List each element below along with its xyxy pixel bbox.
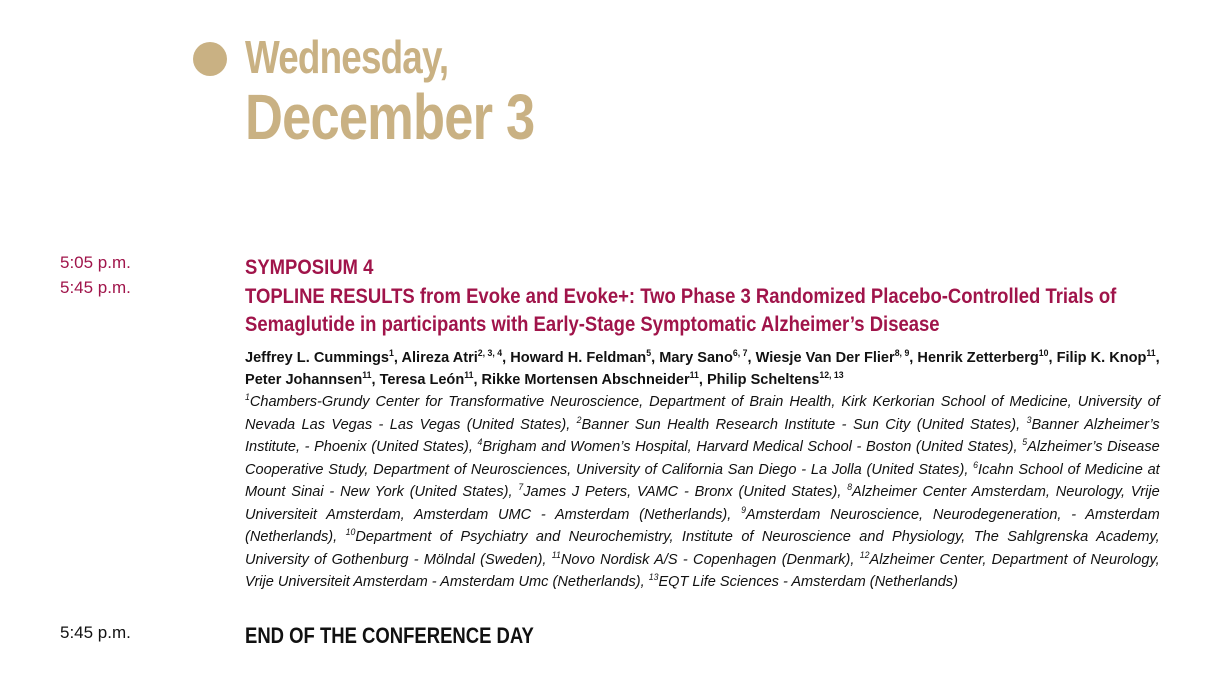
affiliation-text: Alzheimer Center, Department of Neurology, Vrije Universiteit Amsterdam - Amsterdam Umc (Netherlands) xyxy=(245,550,1160,590)
day-weekday: Wednesday, xyxy=(245,31,449,83)
author-name: Wiesje Van Der Flier xyxy=(755,349,895,366)
affiliation-text: Chambers-Grundy Center for Transformative Neuroscience, Department of Brain Health, Kirk Kerkorian School of Medicine, University of Nevada Las Vegas - Las Vegas (United States) xyxy=(245,393,1160,433)
author-name: Philip Scheltens xyxy=(706,371,820,388)
author-affiliation-marker: 11 xyxy=(464,370,474,380)
author-affiliation-marker: 11 xyxy=(362,370,372,380)
author-name: Jeffrey L. Cummings xyxy=(245,349,390,366)
end-of-day-label: END OF THE CONFERENCE DAY xyxy=(245,623,534,648)
session-start-time: 5:05 p.m. xyxy=(60,253,131,272)
session-end-time: 5:45 p.m. xyxy=(60,278,131,297)
affiliation-text: Novo Nordisk A/S - Copenhagen (Denmark) xyxy=(560,550,851,568)
author-affiliation-marker: 1 xyxy=(389,348,394,358)
affiliation-text: EQT Life Sciences - Amsterdam (Netherlands) xyxy=(658,573,958,590)
affiliation-marker: 1 xyxy=(245,392,250,402)
author-list: Jeffrey L. Cummings$^1$, Alireza Atri$^{2, 3, 4}$, Howard H. Feldman$^5$, Mary Sano$^{6, 7}$, Wiesje Van Der Flier$^{8, 9}$, Henrik Zetterberg$^{10}$, Filip K. Knop$^{11}$, Peter Johannsen$^{11}$, Teresa León$^{11}$, Rikke Mortensen Abschneider$^{11}$, Philip Scheltens$^{12, 13}$ xyxy=(245,348,1160,388)
affiliation-text: Brigham and Women’s Hospital, Harvard Medical School - Boston (United States) xyxy=(482,438,1014,455)
author-affiliation-marker: 8, 9 xyxy=(894,348,910,358)
affiliation-marker: 4 xyxy=(477,437,483,447)
author-name: Filip K. Knop xyxy=(1056,349,1147,366)
affiliation-list: $^1$Chambers-Grundy Center for Transformative Neuroscience, Department of Brain Health, Kirk Kerkorian School of Medicine, University of Nevada Las Vegas - Las Vegas (United States), $^2$Banner Sun Health Research Institute - Sun City (United States), $^3$Banner Alzheimer’s Institute, - Phoenix (United States), $^4$Brigham and Women’s Hospital, Harvard Medical School - Boston (United States), $^5$Alzheimer’s Disease Cooperative Study, Department of Neurosciences, University of California San Diego - La Jolla (United States), $^6$Icahn School of Medicine at Mount Sinai - New York (United States), $^7$James J Peters, VAMC - Bronx (United States), $^8$Alzheimer Center Amsterdam, Neurology, Vrije Universiteit Amsterdam, Amsterdam UMC - Amsterdam (Netherlands), $^9$Amsterdam Neuroscience, Neurodegeneration, - Amsterdam (Netherlands), $^{10}$Department of Psychiatry and Neurochemistry, Institute of Neuroscience and Physiology, The Sahlgrenska Academy, University of Gothenburg - Mölndal (Sweden), $^{11}$Novo Nordisk A/S - Copenhagen (Denmark), $^{12}$Alzheimer Center, Department of Neurology, Vrije Universiteit Amsterdam - Amsterdam Umc (Netherlands), $^{13}$EQT Life Sciences - Amsterdam (Netherlands) xyxy=(245,392,1160,590)
session-title: TOPLINE RESULTS from Evoke and Evoke+: Two Phase 3 Randomized Placebo-Controlled Trials of Semaglutide in participants with Early-Stage Symptomatic Alzheimer’s Disease xyxy=(245,285,1117,336)
circle-bullet-icon xyxy=(193,42,227,76)
affiliation-marker: 11 xyxy=(551,549,561,560)
affiliation-text: James J Peters, VAMC - Bronx (United States) xyxy=(523,483,838,500)
affiliation-marker: 2 xyxy=(576,414,582,425)
day-date: December 3 xyxy=(245,81,535,153)
affiliation-marker: 6 xyxy=(973,459,979,470)
affiliation-text: Icahn School of Medicine at Mount Sinai - New York (United States) xyxy=(245,460,1160,500)
session-label: SYMPOSIUM 4 xyxy=(245,256,374,279)
affiliation-text: Alzheimer’s Disease Cooperative Study, Department of Neurosciences, University of California San Diego - La Jolla (United States) xyxy=(245,438,1160,478)
author-name: Howard H. Feldman xyxy=(510,349,647,366)
end-time: 5:45 p.m. xyxy=(60,623,131,642)
author-affiliation-marker: 11 xyxy=(689,370,699,380)
affiliation-text: Banner Alzheimer’s Institute, - Phoenix (United States) xyxy=(245,415,1160,455)
affiliation-marker: 12 xyxy=(859,549,870,560)
author-name: Rikke Mortensen Abschneider xyxy=(481,371,690,388)
author-affiliation-marker: 2, 3, 4 xyxy=(477,348,503,358)
affiliation-text: Alzheimer Center Amsterdam, Neurology, Vrije Universiteit Amsterdam, Amsterdam UMC - Amsterdam (Netherlands) xyxy=(245,483,1160,523)
affiliation-marker: 7 xyxy=(518,482,524,492)
affiliation-marker: 9 xyxy=(741,504,746,515)
author-name: Alireza Atri xyxy=(401,349,478,366)
affiliation-marker: 13 xyxy=(648,572,659,582)
author-name: Henrik Zetterberg xyxy=(917,349,1039,366)
affiliation-text: Amsterdam Neuroscience, Neurodegeneration, - Amsterdam (Netherlands) xyxy=(245,505,1160,545)
author-affiliation-marker: 12, 13 xyxy=(819,370,844,380)
affiliation-marker: 8 xyxy=(847,482,853,492)
affiliation-text: Department of Psychiatry and Neurochemistry, Institute of Neuroscience and Physiology, The Sahlgrenska Academy, University of Gothenburg - Mölndal (Sweden) xyxy=(245,528,1160,568)
author-name: Mary Sano xyxy=(659,349,733,366)
affiliation-marker: 5 xyxy=(1022,437,1028,447)
author-affiliation-marker: 11 xyxy=(1146,348,1156,358)
author-name: Teresa León xyxy=(379,371,465,388)
author-affiliation-marker: 10 xyxy=(1038,348,1049,358)
affiliation-marker: 3 xyxy=(1026,414,1032,425)
author-name: Peter Johannsen xyxy=(245,371,363,388)
symposium-session xyxy=(245,255,1160,594)
author-affiliation-marker: 6, 7 xyxy=(732,348,748,358)
affiliation-text: Banner Sun Health Research Institute - Sun City (United States) xyxy=(581,415,1017,433)
affiliation-marker: 10 xyxy=(345,527,356,537)
author-affiliation-marker: 5 xyxy=(646,348,652,358)
